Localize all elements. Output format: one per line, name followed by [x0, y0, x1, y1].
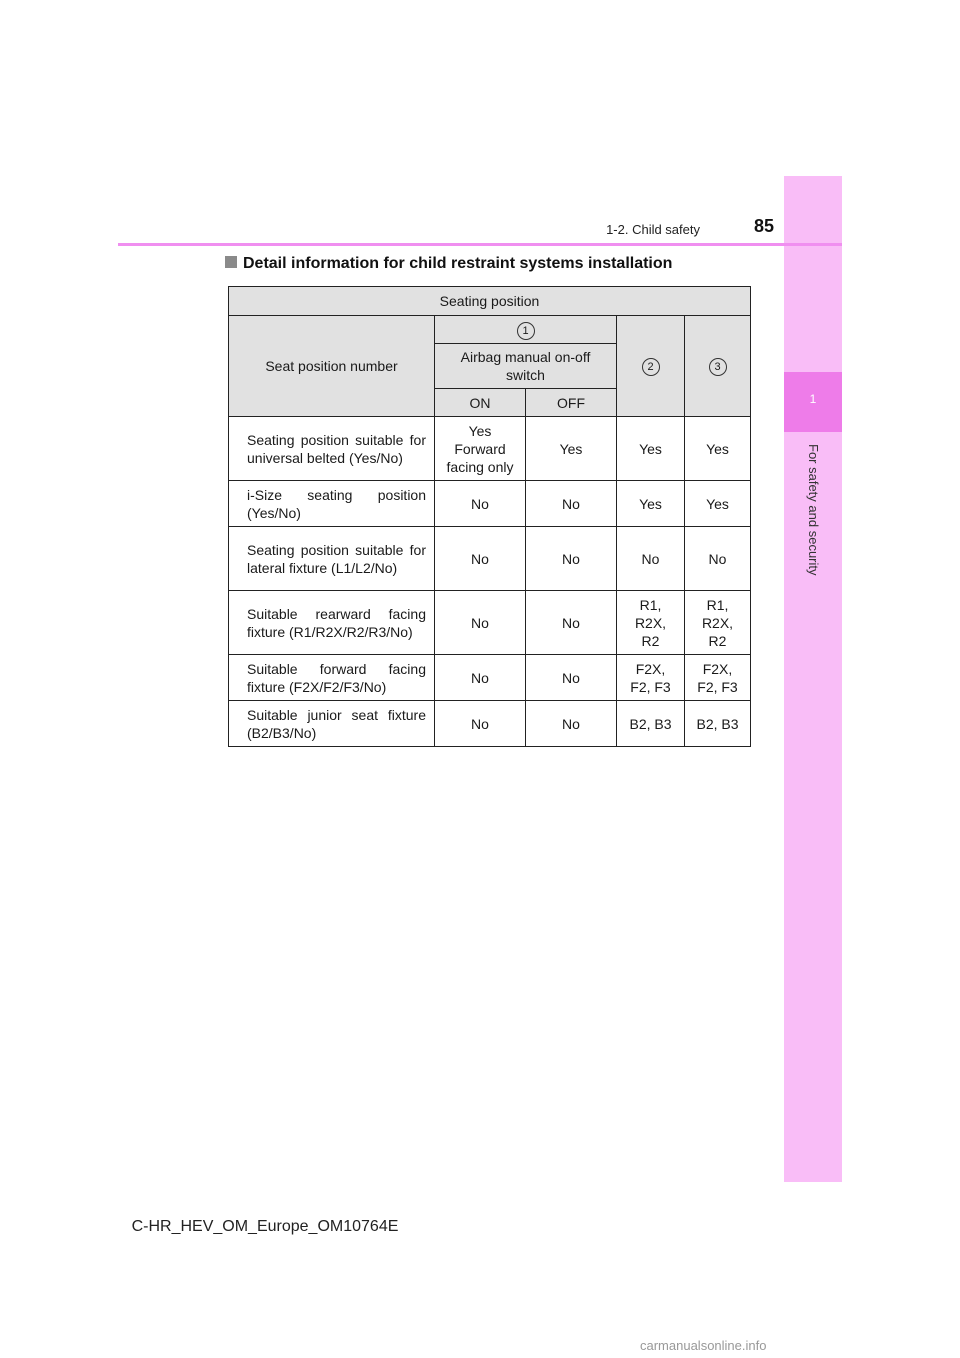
- cell-seat-2: R1, R2X, R2: [617, 591, 685, 655]
- cell-off: Yes: [526, 417, 617, 481]
- airbag-off-header: OFF: [526, 389, 617, 417]
- seat-1-number: 1: [517, 322, 535, 340]
- cell-seat-3: R1, R2X, R2: [685, 591, 751, 655]
- airbag-on-header: ON: [435, 389, 526, 417]
- table-row: [229, 655, 751, 701]
- cell-on: No: [435, 701, 526, 747]
- cell-on: Yes Forward facing only: [435, 417, 526, 481]
- page-number: 85: [753, 216, 774, 236]
- cell-on: No: [435, 527, 526, 591]
- row-label: Seating position suitable for universal belted (Yes/No): [229, 417, 435, 481]
- seat-2-header: [617, 316, 685, 417]
- cell-seat-3: F2X, F2, F3: [685, 655, 751, 701]
- row-label: Suitable rearward facing fixture (R1/R2X/R2/R3/No): [229, 591, 435, 655]
- section-heading-text: Detail information for child restraint systems installation: [243, 255, 673, 272]
- cell-seat-2: F2X, F2, F3: [617, 655, 685, 701]
- cell-off: No: [526, 527, 617, 591]
- chapter-title: For safety and security: [806, 444, 821, 576]
- table-row: [229, 417, 751, 481]
- cell-seat-3: Yes: [685, 417, 751, 481]
- cell-seat-2: No: [617, 527, 685, 591]
- cell-on: No: [435, 481, 526, 527]
- seat-3-header: [685, 316, 751, 417]
- table-row: [229, 591, 751, 655]
- row-label: Suitable junior seat fixture (B2/B3/No): [229, 701, 435, 747]
- cell-off: No: [526, 481, 617, 527]
- seat-1-header: [435, 316, 617, 344]
- section-heading: [225, 255, 672, 273]
- chapter-number: 1: [809, 392, 817, 406]
- cell-seat-2: Yes: [617, 417, 685, 481]
- seat-position-number-header: Seat position number: [229, 316, 435, 417]
- child-restraint-table: [228, 286, 751, 747]
- cell-off: No: [526, 591, 617, 655]
- seat-2-number: 2: [642, 358, 660, 376]
- row-label: Seating position suitable for lateral fixture (L1/L2/No): [229, 527, 435, 591]
- heading-square-icon: [225, 256, 237, 268]
- cell-off: No: [526, 701, 617, 747]
- header-section-title: 1-2. Child safety: [606, 222, 700, 237]
- cell-off: No: [526, 655, 617, 701]
- table-row: [229, 701, 751, 747]
- row-label: i-Size seating position (Yes/No): [229, 481, 435, 527]
- row-label: Suitable forward facing fixture (F2X/F2/F3/No): [229, 655, 435, 701]
- cell-on: No: [435, 591, 526, 655]
- airbag-switch-header: Airbag manual on-off switch: [435, 344, 617, 389]
- chapter-side-tab: [784, 176, 842, 1182]
- cell-seat-3: Yes: [685, 481, 751, 527]
- table-row: [229, 481, 751, 527]
- watermark: carmanualsonline.info: [640, 1338, 767, 1353]
- header-rule: [118, 243, 842, 246]
- cell-seat-3: B2, B3: [685, 701, 751, 747]
- cell-seat-2: Yes: [617, 481, 685, 527]
- cell-seat-3: No: [685, 527, 751, 591]
- table-row: [229, 527, 751, 591]
- seat-3-number: 3: [709, 358, 727, 376]
- footer-document-code: C-HR_HEV_OM_Europe_OM10764E: [131, 1218, 399, 1235]
- cell-seat-2: B2, B3: [617, 701, 685, 747]
- seating-position-header: Seating position: [229, 287, 751, 316]
- cell-on: No: [435, 655, 526, 701]
